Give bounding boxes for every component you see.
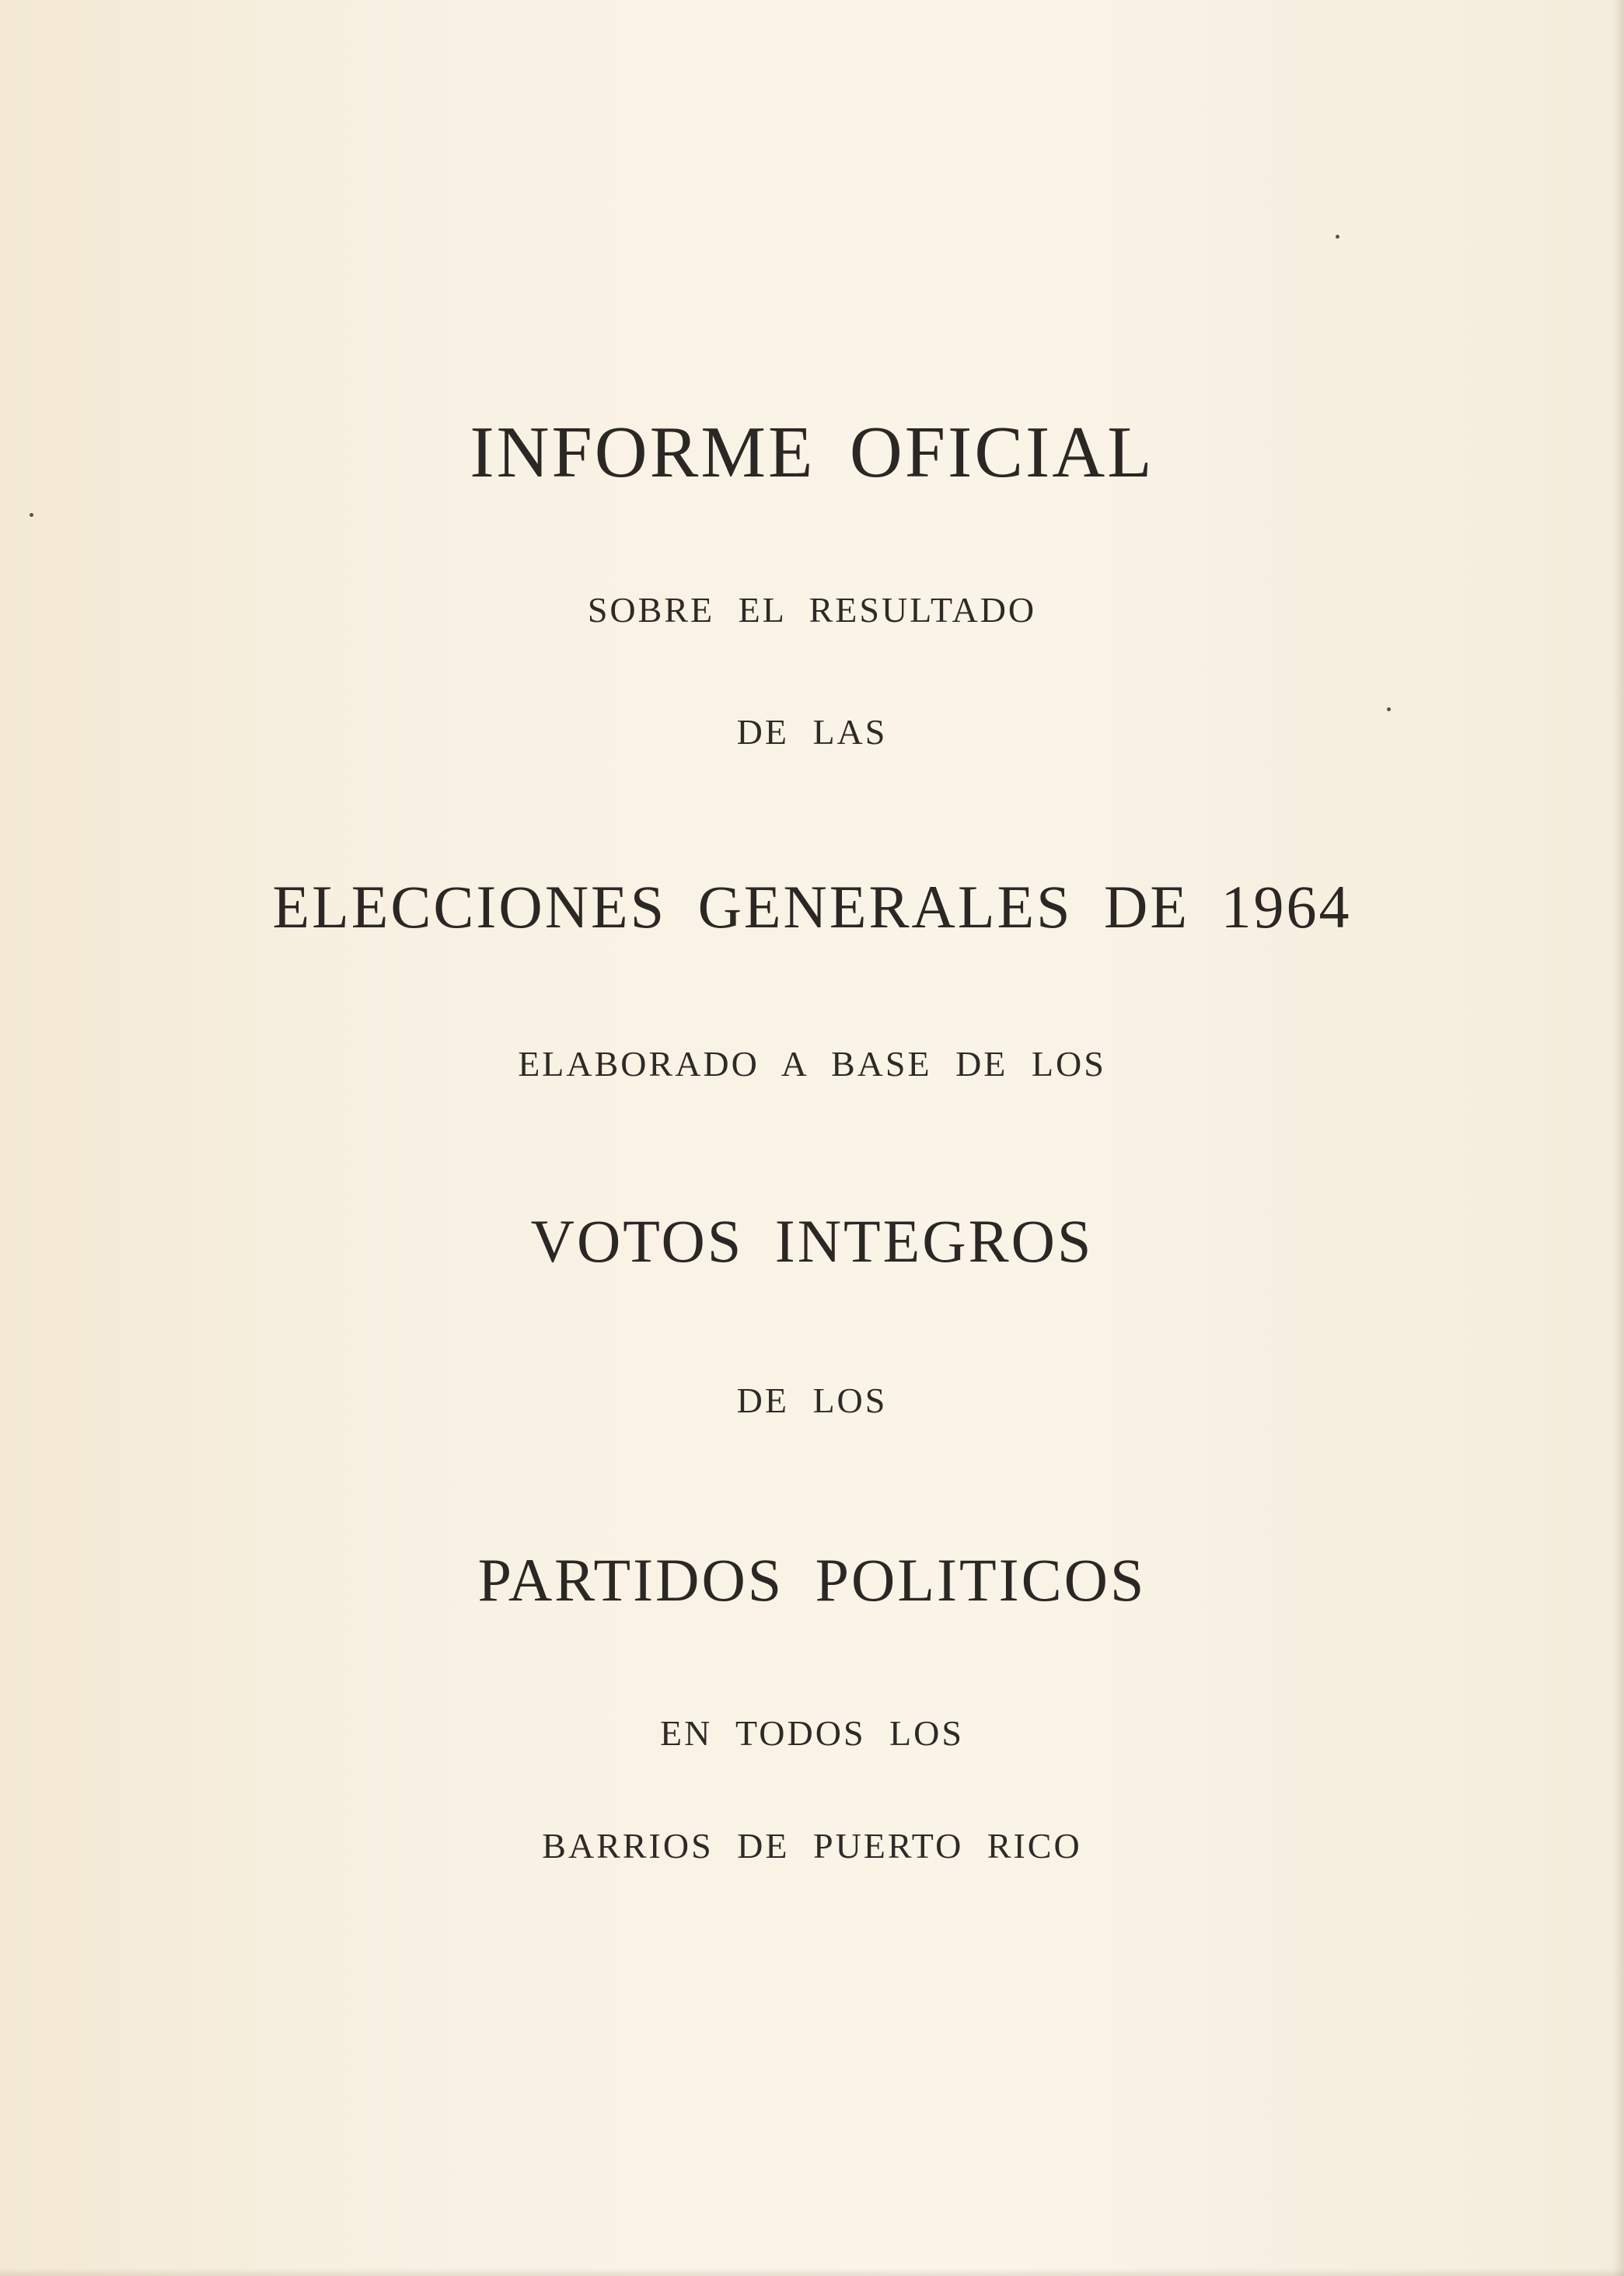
subtitle-line: SOBRE EL RESULTADO: [587, 590, 1037, 630]
page-edge-shadow: [1613, 0, 1624, 2276]
heading-line: ELECCIONES GENERALES DE 1964: [272, 873, 1352, 941]
page-bottom-shadow: [0, 2268, 1624, 2276]
subtitle-line: EN TODOS LOS: [660, 1713, 964, 1753]
paper-speck: [30, 513, 33, 517]
heading-line: VOTOS INTEGROS: [530, 1207, 1094, 1275]
paper-speck: [1336, 235, 1339, 239]
document-title: INFORME OFICIAL: [470, 412, 1154, 493]
subtitle-line: DE LOS: [736, 1381, 888, 1420]
subtitle-line: BARRIOS DE PUERTO RICO: [542, 1826, 1082, 1866]
subtitle-line: DE LAS: [736, 712, 888, 752]
subtitle-line: ELABORADO A BASE DE LOS: [518, 1044, 1106, 1084]
heading-line: PARTIDOS POLITICOS: [477, 1546, 1147, 1614]
